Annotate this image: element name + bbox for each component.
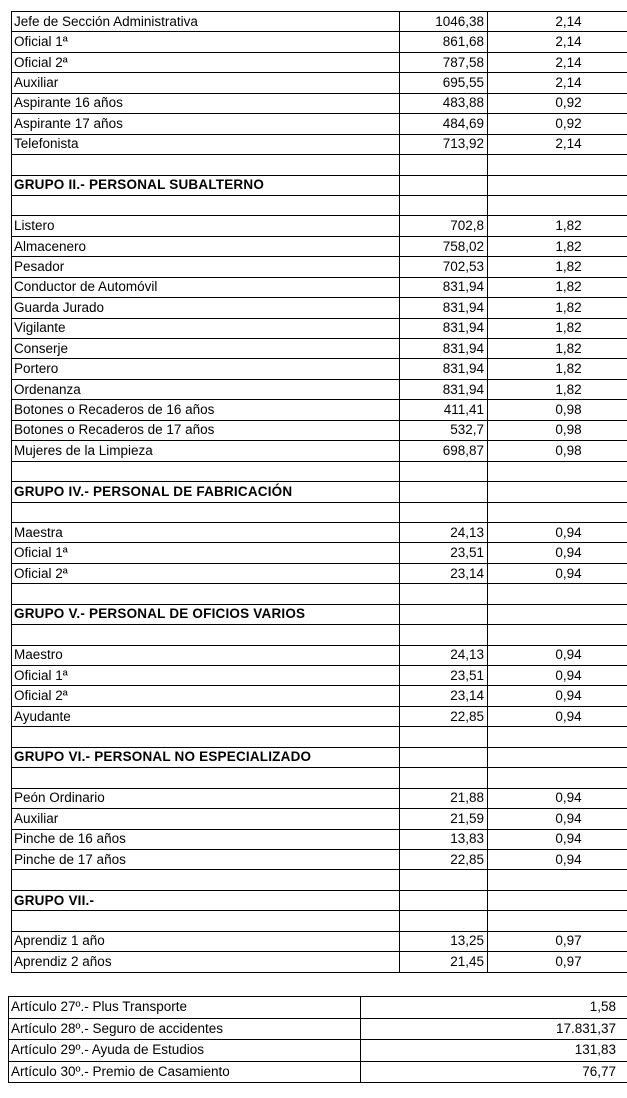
summary-table-body [9, 997, 627, 1083]
salary-cell: 484,69 [400, 114, 488, 134]
plus-cell [488, 155, 627, 175]
salary-cell [400, 461, 488, 481]
table-row [12, 134, 627, 154]
plus-cell: 0,94 [488, 809, 627, 829]
blank-row [12, 461, 627, 481]
category-cell: Oficial 2ª [12, 563, 400, 583]
table-row [12, 32, 627, 52]
table-row [12, 236, 627, 256]
salary-table-body [12, 12, 627, 973]
blank-row [12, 625, 627, 645]
category-cell [12, 625, 400, 645]
plus-cell: 1,82 [488, 379, 627, 399]
table-row [12, 788, 627, 808]
plus-cell: 0,94 [488, 645, 627, 665]
category-cell [12, 195, 400, 215]
category-cell: Conductor de Automóvil [12, 277, 400, 297]
article-label-cell: Artículo 29º.- Ayuda de Estudios [9, 1040, 361, 1062]
table-row [12, 645, 627, 665]
salary-cell: 831,94 [400, 379, 488, 399]
category-cell: Oficial 2ª [12, 52, 400, 72]
plus-cell: 0,94 [488, 788, 627, 808]
plus-cell: 2,14 [488, 52, 627, 72]
salary-cell: 787,58 [400, 52, 488, 72]
plus-cell: 0,98 [488, 441, 627, 461]
plus-cell: 2,14 [488, 73, 627, 93]
category-cell: Pesador [12, 257, 400, 277]
table-row [12, 563, 627, 583]
article-value-cell: 76,77 [361, 1061, 627, 1083]
salary-cell: 21,45 [400, 952, 488, 972]
category-cell [12, 502, 400, 522]
salary-cell: 21,88 [400, 788, 488, 808]
salary-cell: 13,83 [400, 829, 488, 849]
category-cell: Botones o Recaderos de 16 años [12, 400, 400, 420]
plus-cell [488, 461, 627, 481]
category-cell: Maestra [12, 522, 400, 542]
table-row [12, 379, 627, 399]
summary-row [9, 1018, 627, 1040]
plus-cell [488, 584, 627, 604]
category-cell [12, 727, 400, 747]
category-cell: Pinche de 17 años [12, 849, 400, 869]
table-row [12, 257, 627, 277]
table-row [12, 93, 627, 113]
category-cell: Ayudante [12, 706, 400, 726]
salary-cell: 22,85 [400, 849, 488, 869]
salary-cell: 23,51 [400, 543, 488, 563]
plus-cell [488, 727, 627, 747]
salary-cell: 411,41 [400, 400, 488, 420]
plus-cell: 1,82 [488, 359, 627, 379]
article-value-cell: 1,58 [361, 997, 627, 1019]
plus-cell [488, 625, 627, 645]
category-cell: GRUPO VII.- [12, 890, 400, 910]
plus-cell: 2,14 [488, 12, 627, 32]
plus-cell [488, 870, 627, 890]
category-cell: Vigilante [12, 318, 400, 338]
salary-cell: 1046,38 [400, 12, 488, 32]
table-row [12, 12, 627, 32]
plus-cell: 0,94 [488, 522, 627, 542]
salary-cell: 831,94 [400, 298, 488, 318]
table-row [12, 441, 627, 461]
category-cell: Peón Ordinario [12, 788, 400, 808]
salary-cell: 22,85 [400, 706, 488, 726]
table-row [12, 931, 627, 951]
table-row [12, 318, 627, 338]
salary-cell: 532,7 [400, 420, 488, 440]
table-row [12, 666, 627, 686]
plus-cell: 1,82 [488, 216, 627, 236]
salary-cell [400, 625, 488, 645]
salary-cell: 23,14 [400, 686, 488, 706]
table-row [12, 522, 627, 542]
salary-table [11, 11, 627, 973]
plus-cell: 0,94 [488, 849, 627, 869]
group-header-row [12, 890, 627, 910]
group-header-row [12, 747, 627, 767]
salary-cell: 831,94 [400, 339, 488, 359]
blank-row [12, 911, 627, 931]
plus-cell: 1,82 [488, 236, 627, 256]
plus-cell: 2,14 [488, 134, 627, 154]
salary-cell: 702,53 [400, 257, 488, 277]
table-row [12, 277, 627, 297]
salary-cell [400, 175, 488, 195]
category-cell [12, 768, 400, 788]
salary-cell: 713,92 [400, 134, 488, 154]
category-cell: Auxiliar [12, 73, 400, 93]
plus-cell [488, 747, 627, 767]
category-cell: Aspirante 16 años [12, 93, 400, 113]
plus-cell: 0,94 [488, 666, 627, 686]
salary-cell [400, 584, 488, 604]
salary-cell: 24,13 [400, 522, 488, 542]
category-cell: Oficial 1ª [12, 666, 400, 686]
plus-cell [488, 768, 627, 788]
category-cell: GRUPO IV.- PERSONAL DE FABRICACIÓN [12, 482, 400, 502]
plus-cell [488, 911, 627, 931]
table-row [12, 849, 627, 869]
salary-cell [400, 195, 488, 215]
salary-cell: 831,94 [400, 359, 488, 379]
table-row [12, 686, 627, 706]
table-row [12, 809, 627, 829]
plus-cell: 1,82 [488, 257, 627, 277]
salary-cell: 758,02 [400, 236, 488, 256]
salary-cell [400, 604, 488, 624]
category-cell: Guarda Jurado [12, 298, 400, 318]
plus-cell: 0,94 [488, 543, 627, 563]
salary-cell: 698,87 [400, 441, 488, 461]
salary-cell [400, 747, 488, 767]
salary-cell: 23,51 [400, 666, 488, 686]
salary-cell [400, 870, 488, 890]
table-row [12, 114, 627, 134]
salary-cell: 695,55 [400, 73, 488, 93]
salary-cell: 483,88 [400, 93, 488, 113]
table-row [12, 216, 627, 236]
table-row [12, 400, 627, 420]
plus-cell: 1,82 [488, 339, 627, 359]
salary-cell: 21,59 [400, 809, 488, 829]
plus-cell: 0,94 [488, 686, 627, 706]
plus-cell: 1,82 [488, 318, 627, 338]
salary-cell [400, 155, 488, 175]
blank-row [12, 502, 627, 522]
salary-cell: 23,14 [400, 563, 488, 583]
plus-cell [488, 195, 627, 215]
article-label-cell: Artículo 27º.- Plus Transporte [9, 997, 361, 1019]
category-cell: Pinche de 16 años [12, 829, 400, 849]
plus-cell: 2,14 [488, 32, 627, 52]
plus-cell: 0,92 [488, 114, 627, 134]
plus-cell [488, 502, 627, 522]
category-cell: Jefe de Sección Administrativa [12, 12, 400, 32]
table-row [12, 543, 627, 563]
category-cell: Aprendiz 1 año [12, 931, 400, 951]
category-cell: Auxiliar [12, 809, 400, 829]
group-header-row [12, 175, 627, 195]
summary-row [9, 997, 627, 1019]
category-cell: Telefonista [12, 134, 400, 154]
salary-cell [400, 727, 488, 747]
category-cell: Listero [12, 216, 400, 236]
plus-cell: 0,97 [488, 952, 627, 972]
article-value-cell: 17.831,37 [361, 1018, 627, 1040]
salary-cell [400, 768, 488, 788]
category-cell [12, 870, 400, 890]
category-cell: Botones o Recaderos de 17 años [12, 420, 400, 440]
summary-row [9, 1040, 627, 1062]
plus-cell [488, 175, 627, 195]
salary-cell [400, 890, 488, 910]
category-cell: Almacenero [12, 236, 400, 256]
plus-cell: 0,92 [488, 93, 627, 113]
plus-cell [488, 482, 627, 502]
plus-cell: 1,82 [488, 277, 627, 297]
plus-cell: 0,98 [488, 420, 627, 440]
category-cell [12, 461, 400, 481]
plus-cell [488, 604, 627, 624]
salary-cell: 831,94 [400, 277, 488, 297]
article-value-cell: 131,83 [361, 1040, 627, 1062]
category-cell: Maestro [12, 645, 400, 665]
blank-row [12, 584, 627, 604]
category-cell: Portero [12, 359, 400, 379]
salary-cell: 702,8 [400, 216, 488, 236]
salary-cell: 24,13 [400, 645, 488, 665]
category-cell: Mujeres de la Limpieza [12, 441, 400, 461]
salary-cell [400, 911, 488, 931]
article-label-cell: Artículo 30º.- Premio de Casamiento [9, 1061, 361, 1083]
category-cell: GRUPO V.- PERSONAL DE OFICIOS VARIOS [12, 604, 400, 624]
category-cell: Ordenanza [12, 379, 400, 399]
category-cell [12, 584, 400, 604]
blank-row [12, 155, 627, 175]
category-cell [12, 911, 400, 931]
plus-cell: 0,94 [488, 563, 627, 583]
salary-cell: 831,94 [400, 318, 488, 338]
plus-cell: 0,94 [488, 706, 627, 726]
table-row [12, 706, 627, 726]
table-row [12, 73, 627, 93]
category-cell [12, 155, 400, 175]
table-row [12, 359, 627, 379]
category-cell: Conserje [12, 339, 400, 359]
category-cell: Oficial 1ª [12, 32, 400, 52]
plus-cell [488, 890, 627, 910]
plus-cell: 1,82 [488, 298, 627, 318]
table-row [12, 952, 627, 972]
category-cell: GRUPO VI.- PERSONAL NO ESPECIALIZADO [12, 747, 400, 767]
group-header-row [12, 604, 627, 624]
category-cell: Oficial 1ª [12, 543, 400, 563]
category-cell: Aspirante 17 años [12, 114, 400, 134]
category-cell: Aprendiz 2 años [12, 952, 400, 972]
blank-row [12, 870, 627, 890]
category-cell: GRUPO II.- PERSONAL SUBALTERNO [12, 175, 400, 195]
salary-cell: 13,25 [400, 931, 488, 951]
table-row [12, 829, 627, 849]
plus-cell: 0,98 [488, 400, 627, 420]
table-row [12, 298, 627, 318]
salary-cell [400, 502, 488, 522]
summary-table [8, 996, 627, 1083]
salary-cell [400, 482, 488, 502]
summary-row [9, 1061, 627, 1083]
category-cell: Oficial 2ª [12, 686, 400, 706]
table-row [12, 52, 627, 72]
blank-row [12, 195, 627, 215]
salary-cell: 861,68 [400, 32, 488, 52]
article-label-cell: Artículo 28º.- Seguro de accidentes [9, 1018, 361, 1040]
blank-row [12, 727, 627, 747]
table-row [12, 339, 627, 359]
plus-cell: 0,97 [488, 931, 627, 951]
plus-cell: 0,94 [488, 829, 627, 849]
table-row [12, 420, 627, 440]
blank-row [12, 768, 627, 788]
group-header-row [12, 482, 627, 502]
